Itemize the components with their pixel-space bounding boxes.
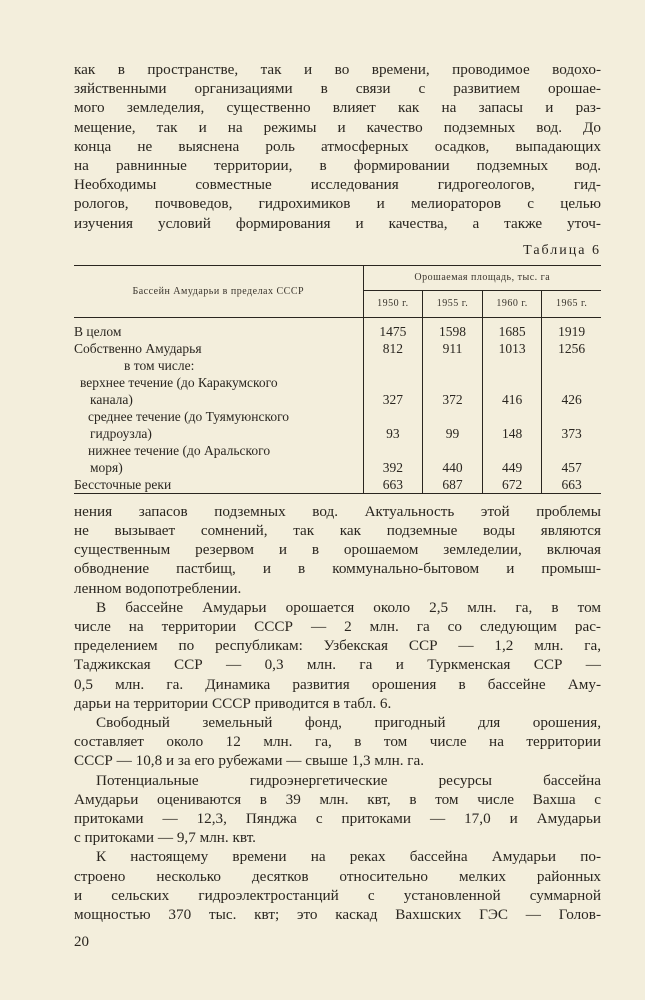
row-label: Бессточные реки — [74, 476, 363, 494]
table-cell — [542, 408, 601, 425]
table-cell: 373 — [542, 425, 601, 442]
row-label: среднее течение (до Туямуюнского — [74, 408, 363, 425]
text-line: нения запасов подземных вод. Актуальность этой проблемы — [74, 502, 601, 520]
text-line: составляет около 12 млн. га, в том числе на территории — [74, 733, 601, 751]
text-line: В бассейне Амударьи орошается около 2,5 млн. га, в том — [96, 598, 601, 616]
paragraph-after-table — [74, 502, 601, 598]
table-caption: Таблица 6 — [523, 242, 601, 258]
column-header-year: 1950 г. — [363, 290, 423, 317]
text-line: дарьи на территории СССР приводится в табл. 6. — [74, 694, 392, 712]
table-cell: 911 — [423, 340, 483, 357]
text-line: мощностью 370 тыс. квт; это каскад Вахшских ГЭС — Голов- — [74, 906, 601, 924]
table-cell — [482, 357, 542, 374]
table-cell: 1919 — [542, 317, 601, 340]
table-cell: 687 — [423, 476, 483, 494]
table-row — [74, 476, 601, 494]
column-header-year: 1960 г. — [482, 290, 542, 317]
text-line: мещение, так и на режимы и качество подземных вод. До — [74, 118, 601, 136]
row-label: в том числе: — [74, 357, 363, 374]
text-line: Потенциальные гидроэнергетические ресурсы бассейна — [96, 771, 601, 789]
table-cell — [423, 374, 483, 391]
table-row — [74, 459, 601, 476]
text-line: Свободный земельный фонд, пригодный для орошения, — [96, 714, 601, 732]
text-line: как в пространстве, так и во времени, проводимое водохо- — [74, 61, 601, 78]
text-line: 0,5 млн. га. Динамика развития орошения в бассейне Аму- — [74, 675, 601, 693]
paragraph-hydro-resources — [74, 771, 601, 848]
text-line: с притоками — 9,7 млн. квт. — [74, 829, 256, 847]
text-line: числе на территории СССР — 2 млн. га со следующим рас- — [74, 618, 601, 636]
row-label: верхнее течение (до Каракумского — [74, 374, 363, 391]
column-header-year: 1955 г. — [423, 290, 483, 317]
table-cell — [482, 408, 542, 425]
table-cell — [542, 357, 601, 374]
text-line: СССР — 10,8 и за его рубежами — свыше 1,3 млн. га. — [74, 752, 425, 770]
text-line: строено несколько десятков относительно мелких районных — [74, 867, 601, 885]
row-label: гидроузла) — [74, 425, 363, 442]
table-cell: 148 — [482, 425, 542, 442]
table-row — [74, 340, 601, 357]
text-line: К настоящему времени на реках бассейна Амударьи по- — [96, 848, 601, 866]
table-row — [74, 374, 601, 391]
table-cell — [423, 442, 483, 459]
row-label: В целом — [74, 317, 363, 340]
text-line: пределением по республикам: Узбекская ССР — 1,2 млн. га, — [74, 637, 601, 655]
table-cell: 426 — [542, 391, 601, 408]
table-cell: 93 — [386, 425, 400, 441]
table-cell — [423, 357, 483, 374]
table-row — [74, 425, 601, 442]
column-header-basin: Бассейн Амударьи в пределах СССР — [74, 265, 363, 317]
text-line: не вызывает сомнений, так как подземные воды являются — [74, 522, 601, 540]
paragraph-top — [74, 60, 601, 233]
table-cell: 99 — [423, 425, 483, 442]
table-cell: 1685 — [482, 317, 542, 340]
table-cell: 663 — [363, 476, 423, 494]
row-label: Собственно Амударья — [74, 340, 363, 357]
text-line: Амударьи оцениваются в 39 млн. квт, в том числе Вахша с — [74, 790, 601, 808]
table-cell — [542, 442, 601, 459]
irrigation-table — [74, 265, 601, 494]
text-line: мого земледелия, существенно влияет как на запасы и раз- — [74, 99, 601, 117]
table-cell: 449 — [482, 459, 542, 476]
table-cell: 812 — [382, 340, 403, 356]
table-cell: 372 — [423, 391, 483, 408]
text-line: Необходимы совместные исследования гидрогеологов, гид- — [74, 176, 601, 194]
table-cell: 1256 — [542, 340, 601, 357]
table-row — [74, 357, 601, 374]
text-line: и сельских гидроэлектростанций с установленной суммарной — [74, 886, 601, 904]
text-line: на равнинные территории, в формировании подземных вод. — [74, 157, 601, 175]
paragraph-land-fund — [74, 713, 601, 771]
table-cell — [423, 408, 483, 425]
text-line: существенным резервом и в орошаемом земледелии, включая — [74, 541, 601, 559]
table-cell — [363, 442, 423, 459]
table-cell: 1475 — [379, 323, 407, 339]
text-line: обводнение пастбищ, и в коммунально-бытовом и промыш- — [74, 560, 601, 578]
text-line: конца не выяснена роль атмосферных осадков, выпадающих — [74, 137, 601, 155]
table-cell — [363, 357, 423, 374]
text-line: Таджикская ССР — 0,3 млн. га и Туркменская ССР — — [74, 656, 601, 674]
table-cell — [482, 442, 542, 459]
row-label: моря) — [74, 459, 363, 476]
text-line: рологов, почвоведов, гидрохимиков и мелиораторов с целью — [74, 195, 601, 213]
paragraph-power-stations — [74, 847, 601, 924]
paragraph-irrigation — [74, 598, 601, 713]
table-row — [74, 391, 601, 408]
table-cell — [363, 374, 423, 391]
table-row — [74, 408, 601, 425]
table-cell: 392 — [382, 459, 403, 475]
table-cell — [363, 408, 423, 425]
table-cell: 663 — [542, 476, 601, 494]
table-cell: 672 — [482, 476, 542, 494]
table-cell: 327 — [382, 391, 403, 407]
column-header-area: Орошаемая площадь, тыс. га — [363, 265, 601, 290]
table-cell: 416 — [482, 391, 542, 408]
table-cell: 1013 — [482, 340, 542, 357]
table-row — [74, 317, 601, 340]
page-number: 20 — [74, 934, 89, 950]
table-row — [74, 442, 601, 459]
row-label: нижнее течение (до Аральского — [74, 442, 363, 459]
text-line: изучения условий формирования и качества, а также уточ- — [74, 214, 601, 232]
table-cell — [482, 374, 542, 391]
column-header-year: 1965 г. — [542, 290, 601, 317]
page-body — [74, 60, 601, 924]
table-cell — [542, 374, 601, 391]
row-label: канала) — [74, 391, 363, 408]
text-line: зяйственными организациями в связи с развитием орошае- — [74, 80, 601, 98]
table-cell: 440 — [423, 459, 483, 476]
text-line: притоками — 12,3, Пянджа с притоками — 17,0 и Амударьи — [74, 810, 601, 828]
text-line: ленном водопотреблении. — [74, 579, 242, 597]
table-cell: 457 — [542, 459, 601, 476]
table-cell: 1598 — [423, 317, 483, 340]
